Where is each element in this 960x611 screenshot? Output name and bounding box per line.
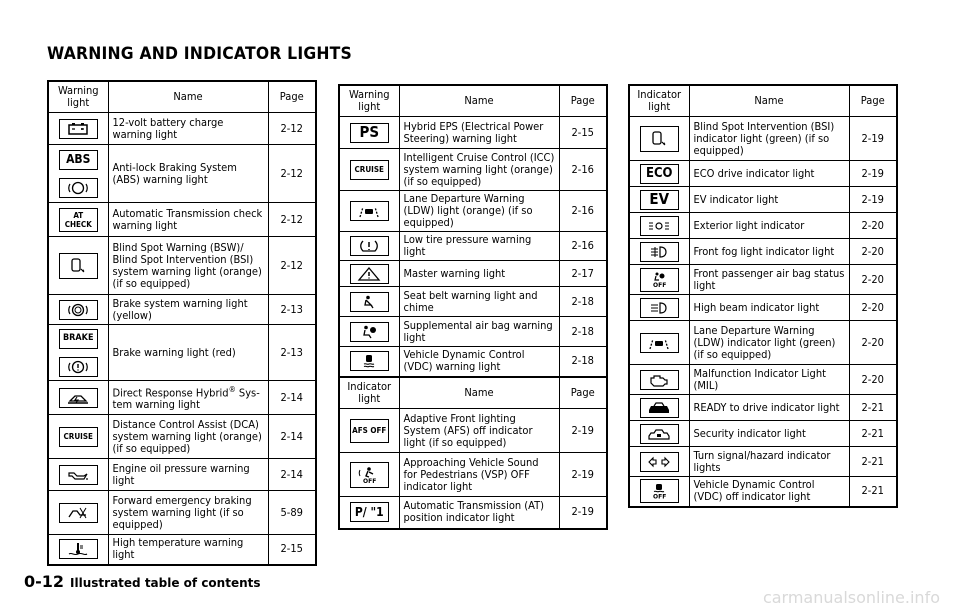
page-title: WARNING AND INDICATOR LIGHTS	[47, 44, 352, 64]
abs-icon: ABS	[59, 150, 98, 170]
svg-text:OFF: OFF	[363, 477, 377, 484]
lane-departure-icon	[350, 201, 389, 221]
master-warning-icon	[350, 264, 389, 284]
brake-system-icon	[59, 300, 98, 320]
vsp-off-icon	[350, 462, 389, 488]
row-page: 2-20	[849, 213, 897, 239]
row-name: Automatic Transmission (AT) position indicator light	[399, 497, 559, 529]
cruise-icon: CRUISE	[350, 160, 389, 180]
row-name: Security indicator light	[689, 421, 849, 447]
row-name: Supplemental air bag warning light	[399, 317, 559, 347]
table-header	[48, 81, 316, 113]
header-icon: Indicator light	[339, 377, 399, 409]
row-page: 2-12	[268, 237, 316, 295]
row-name: Lane Departure Warning (LDW) indicator light (green) (if so equipped)	[689, 321, 849, 365]
afs-off-icon: AFS OFF	[350, 419, 389, 443]
table-row	[629, 239, 897, 265]
row-page: 2-20	[849, 321, 897, 365]
row-page: 2-19	[849, 117, 897, 161]
table-row	[629, 187, 897, 213]
row-page: 2-21	[849, 395, 897, 421]
row-page: 2-14	[268, 459, 316, 491]
row-name: Brake system warning light (yellow)	[108, 295, 268, 325]
row-name: Engine oil pressure warning light	[108, 459, 268, 491]
header-icon: Warning light	[339, 85, 399, 117]
table-row	[339, 117, 607, 149]
row-name: Turn signal/hazard indicator lights	[689, 447, 849, 477]
airbag-icon	[350, 322, 389, 342]
brake-icon: BRAKE	[59, 329, 98, 349]
seat-belt-icon	[350, 292, 389, 312]
blind-spot-icon	[640, 126, 679, 152]
header-page: Page	[849, 85, 897, 117]
row-name: EV indicator light	[689, 187, 849, 213]
table-row	[629, 447, 897, 477]
row-page: 2-19	[849, 161, 897, 187]
row-name: High temperature warning light	[108, 535, 268, 565]
header-name: Name	[689, 85, 849, 117]
section-title: Illustrated table of contents	[70, 576, 261, 590]
row-name: Exterior light indicator	[689, 213, 849, 239]
table-row	[48, 415, 316, 459]
row-name: Vehicle Dynamic Control (VDC) warning light	[399, 347, 559, 377]
svg-text:OFF: OFF	[653, 493, 667, 500]
row-page: 2-15	[268, 535, 316, 565]
row-name: Seat belt warning light and chime	[399, 287, 559, 317]
row-page: 2-19	[559, 497, 607, 529]
row-page: 2-14	[268, 381, 316, 415]
row-name: Lane Departure Warning (LDW) light (orange) (if so equipped)	[399, 191, 559, 232]
hybrid-icon	[59, 388, 98, 408]
table-row	[339, 191, 607, 232]
row-page: 2-16	[559, 149, 607, 191]
row-page: 2-14	[268, 415, 316, 459]
row-page: 2-12	[268, 113, 316, 145]
row-page: 2-21	[849, 477, 897, 507]
ready-car-icon	[640, 398, 679, 418]
header-page: Page	[559, 377, 607, 409]
row-page: 2-20	[849, 265, 897, 295]
table-row	[629, 265, 897, 295]
row-name: Automatic Transmission check warning light	[108, 203, 268, 237]
row-page: 2-19	[559, 409, 607, 453]
row-page: 2-15	[559, 117, 607, 149]
at-position-icon: P/ "1	[350, 502, 389, 522]
table-row	[48, 459, 316, 491]
svg-text:OFF: OFF	[653, 281, 667, 288]
blind-spot-icon	[59, 253, 98, 279]
row-page: 2-17	[559, 261, 607, 287]
row-name: 12-volt battery charge warning light	[108, 113, 268, 145]
abs-circle-icon	[59, 178, 98, 198]
table-header	[629, 85, 897, 117]
cruise-icon: CRUISE	[59, 427, 98, 447]
row-name: Forward emergency braking system warning light (if so equipped)	[108, 491, 268, 535]
vdc-icon	[350, 351, 389, 371]
page-footer	[24, 572, 261, 591]
table-row	[339, 497, 607, 529]
passenger-airbag-off-icon	[640, 268, 679, 292]
row-name: Intelligent Cruise Control (ICC) system warning light (orange) (if so equipped)	[399, 149, 559, 191]
row-page: 2-12	[268, 145, 316, 203]
row-page: 2-12	[268, 203, 316, 237]
table-row	[339, 347, 607, 377]
table-row	[339, 287, 607, 317]
fog-light-icon	[640, 242, 679, 262]
row-name: Approaching Vehicle Sound for Pedestrians (VSP) OFF indicator light	[399, 453, 559, 497]
warning-lights-table-2	[338, 84, 608, 378]
table-row	[629, 395, 897, 421]
row-page: 2-20	[849, 239, 897, 265]
row-name: Hybrid EPS (Electrical Power Steering) warning light	[399, 117, 559, 149]
row-page: 2-18	[559, 287, 607, 317]
indicator-lights-table-3	[338, 376, 608, 530]
vdc-off-icon	[640, 479, 679, 503]
row-name: Blind Spot Warning (BSW)/ Blind Spot Intervention (BSI) system warning light (orange) (if so equipped)	[108, 237, 268, 295]
row-page: 2-19	[849, 187, 897, 213]
row-page: 2-19	[559, 453, 607, 497]
brake-circle-icon	[59, 357, 98, 377]
oil-pressure-icon	[59, 465, 98, 485]
header-page: Page	[559, 85, 607, 117]
row-name: Master warning light	[399, 261, 559, 287]
engine-icon	[640, 370, 679, 390]
table-row	[48, 491, 316, 535]
table-row	[48, 325, 316, 381]
table-row	[339, 409, 607, 453]
table-header	[339, 377, 607, 409]
temperature-icon	[59, 539, 98, 559]
row-name: Front passenger air bag status light	[689, 265, 849, 295]
header-icon: Warning light	[48, 81, 108, 113]
row-page: 2-21	[849, 447, 897, 477]
row-name: Anti-lock Braking System (ABS) warning light	[108, 145, 268, 203]
header-name: Name	[108, 81, 268, 113]
row-page: 2-13	[268, 295, 316, 325]
row-name: ECO drive indicator light	[689, 161, 849, 187]
table-row	[339, 453, 607, 497]
header-page: Page	[268, 81, 316, 113]
table-row	[339, 261, 607, 287]
eps-icon: PS	[350, 123, 389, 143]
table-row	[48, 145, 316, 203]
row-name: READY to drive indicator light	[689, 395, 849, 421]
row-page: 5-89	[268, 491, 316, 535]
indicator-lights-table-4	[628, 84, 898, 508]
row-name: Direct Response Hybrid® Sys- tem warning light	[108, 381, 268, 415]
table-row	[48, 535, 316, 565]
table-row	[629, 365, 897, 395]
row-name: Adaptive Front lighting System (AFS) off indicator light (if so equipped)	[399, 409, 559, 453]
row-name: Distance Control Assist (DCA) system warning light (orange) (if so equipped)	[108, 415, 268, 459]
page-number: 0-12	[24, 572, 65, 591]
watermark: carmanualsonline.info	[762, 588, 940, 607]
table-row	[339, 149, 607, 191]
row-page: 2-21	[849, 421, 897, 447]
header-name: Name	[399, 85, 559, 117]
table-row	[48, 237, 316, 295]
lane-departure-icon	[640, 333, 679, 353]
row-name: Blind Spot Intervention (BSI) indicator light (green) (if so equipped)	[689, 117, 849, 161]
table-row	[629, 117, 897, 161]
row-name: Front fog light indicator light	[689, 239, 849, 265]
table-row	[48, 295, 316, 325]
table-row	[629, 161, 897, 187]
battery-icon	[59, 119, 98, 139]
forward-braking-icon	[59, 503, 98, 523]
eco-icon: ECO	[640, 164, 679, 184]
row-name: Low tire pressure warning light	[399, 232, 559, 261]
row-page: 2-18	[559, 317, 607, 347]
tire-pressure-icon	[350, 236, 389, 256]
table-row	[48, 381, 316, 415]
table-row	[629, 477, 897, 507]
warning-lights-table-1	[47, 80, 317, 566]
at-check-icon: AT CHECK	[59, 208, 98, 232]
ev-icon: EV	[640, 190, 679, 210]
row-page: 2-18	[559, 347, 607, 377]
exterior-light-icon	[640, 216, 679, 236]
header-icon: Indicator light	[629, 85, 689, 117]
table-row	[629, 321, 897, 365]
row-page: 2-13	[268, 325, 316, 381]
table-row	[48, 113, 316, 145]
row-name: Malfunction Indicator Light (MIL)	[689, 365, 849, 395]
table-row	[629, 421, 897, 447]
row-page: 2-20	[849, 295, 897, 321]
row-page: 2-20	[849, 365, 897, 395]
high-beam-icon	[640, 298, 679, 318]
table-row	[629, 295, 897, 321]
turn-signal-icon	[640, 452, 679, 472]
table-row	[339, 232, 607, 261]
table-row	[339, 317, 607, 347]
header-name: Name	[399, 377, 559, 409]
row-name: High beam indicator light	[689, 295, 849, 321]
row-name: Vehicle Dynamic Control (VDC) off indicator light	[689, 477, 849, 507]
security-car-icon	[640, 424, 679, 444]
row-name: Brake warning light (red)	[108, 325, 268, 381]
row-page: 2-16	[559, 232, 607, 261]
row-page: 2-16	[559, 191, 607, 232]
table-header	[339, 85, 607, 117]
table-row	[48, 203, 316, 237]
table-row	[629, 213, 897, 239]
